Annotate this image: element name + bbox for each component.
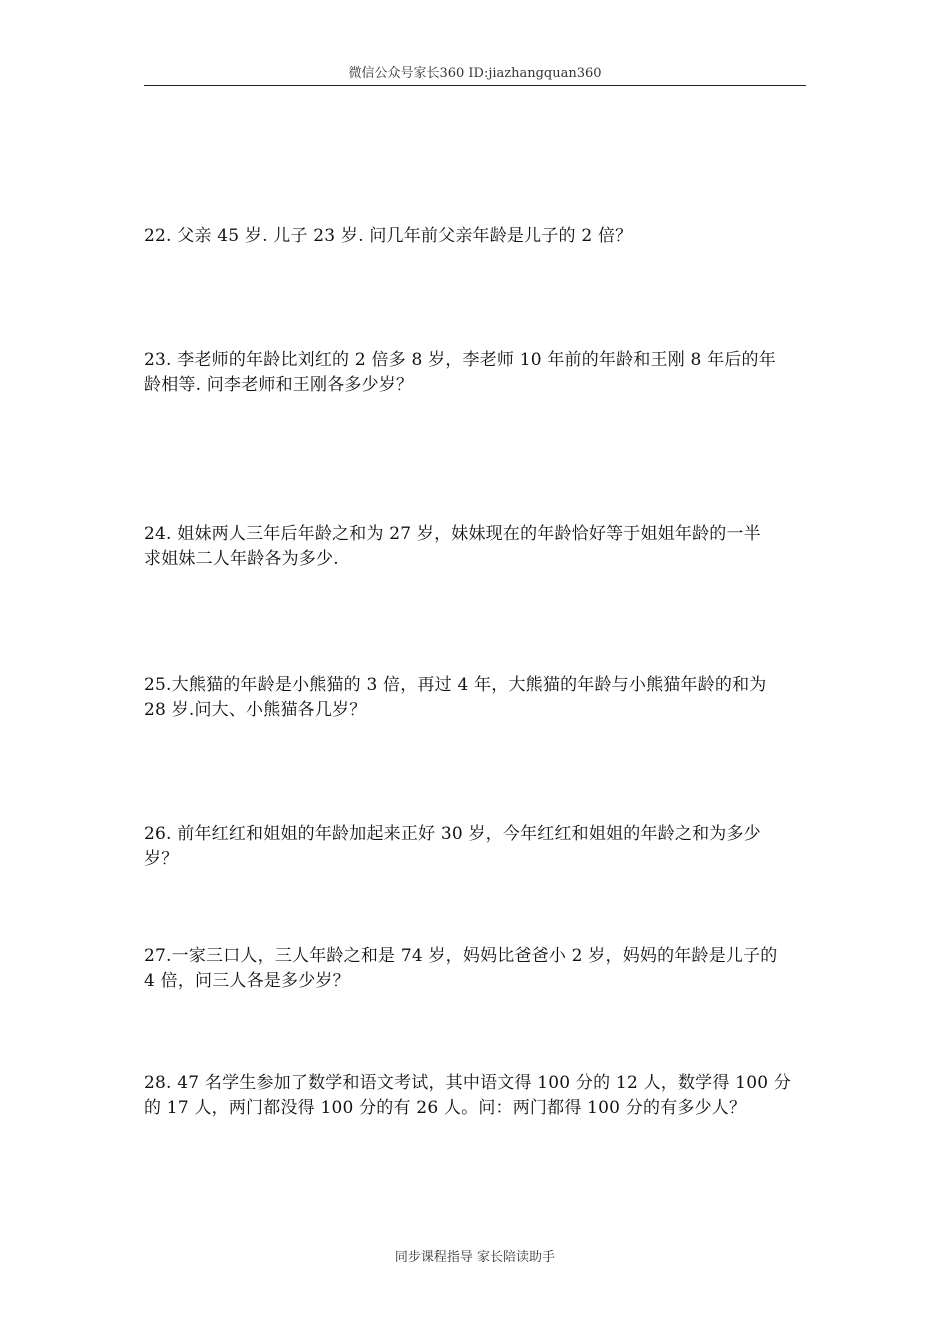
question-22-line-1: 22. 父亲 45 岁. 儿子 23 岁. 问几年前父亲年龄是儿子的 2 倍？ [144, 226, 633, 246]
question-27-line-2: 4 倍，问三人各是多少岁？ [144, 971, 350, 991]
question-24-line-1: 24. 姐妹两人三年后年龄之和为 27 岁，妹妹现在的年龄恰好等于姐姐年龄的一半 [144, 524, 761, 544]
question-23-line-2: 龄相等. 问李老师和王刚各多少岁？ [144, 375, 414, 395]
question-27-line-1: 27.一家三口人，三人年龄之和是 74 岁，妈妈比爸爸小 2 岁，妈妈的年龄是儿子的 [144, 946, 778, 966]
question-22 [144, 224, 808, 249]
question-24 [144, 522, 808, 572]
question-28 [144, 1071, 808, 1121]
question-25 [144, 673, 808, 723]
page-footer: 同步课程指导 家长陪读助手 [394, 1250, 556, 1265]
question-28-line-2: 的 17 人，两门都没得 100 分的有 26 人。问：两门都得 100 分的有多少人？ [144, 1098, 747, 1118]
question-23 [144, 348, 808, 398]
question-28-line-1: 28. 47 名学生参加了数学和语文考试，其中语文得 100 分的 12 人，数学得 100 分 [144, 1073, 792, 1093]
question-27 [144, 944, 808, 994]
question-23-line-1: 23. 李老师的年龄比刘红的 2 倍多 8 岁，李老师 10 年前的年龄和王刚 8 年后的年 [144, 350, 776, 370]
question-25-line-1: 25.大熊猫的年龄是小熊猫的 3 倍，再过 4 年，大熊猫的年龄与小熊猫年龄的和为 [144, 675, 767, 695]
question-26-line-1: 26. 前年红红和姐姐的年龄加起来正好 30 岁，今年红红和姐姐的年龄之和为多少 [144, 824, 761, 844]
header-divider [144, 85, 806, 86]
question-26-line-2: 岁？ [144, 849, 179, 869]
question-26 [144, 822, 808, 872]
page-header: 微信公众号家长360 ID:jiazhangquan360 [348, 66, 602, 81]
question-25-line-2: 28 岁.问大、小熊猫各几岁？ [144, 700, 367, 720]
question-24-line-2: 求姐妹二人年龄各为多少. [144, 549, 339, 569]
